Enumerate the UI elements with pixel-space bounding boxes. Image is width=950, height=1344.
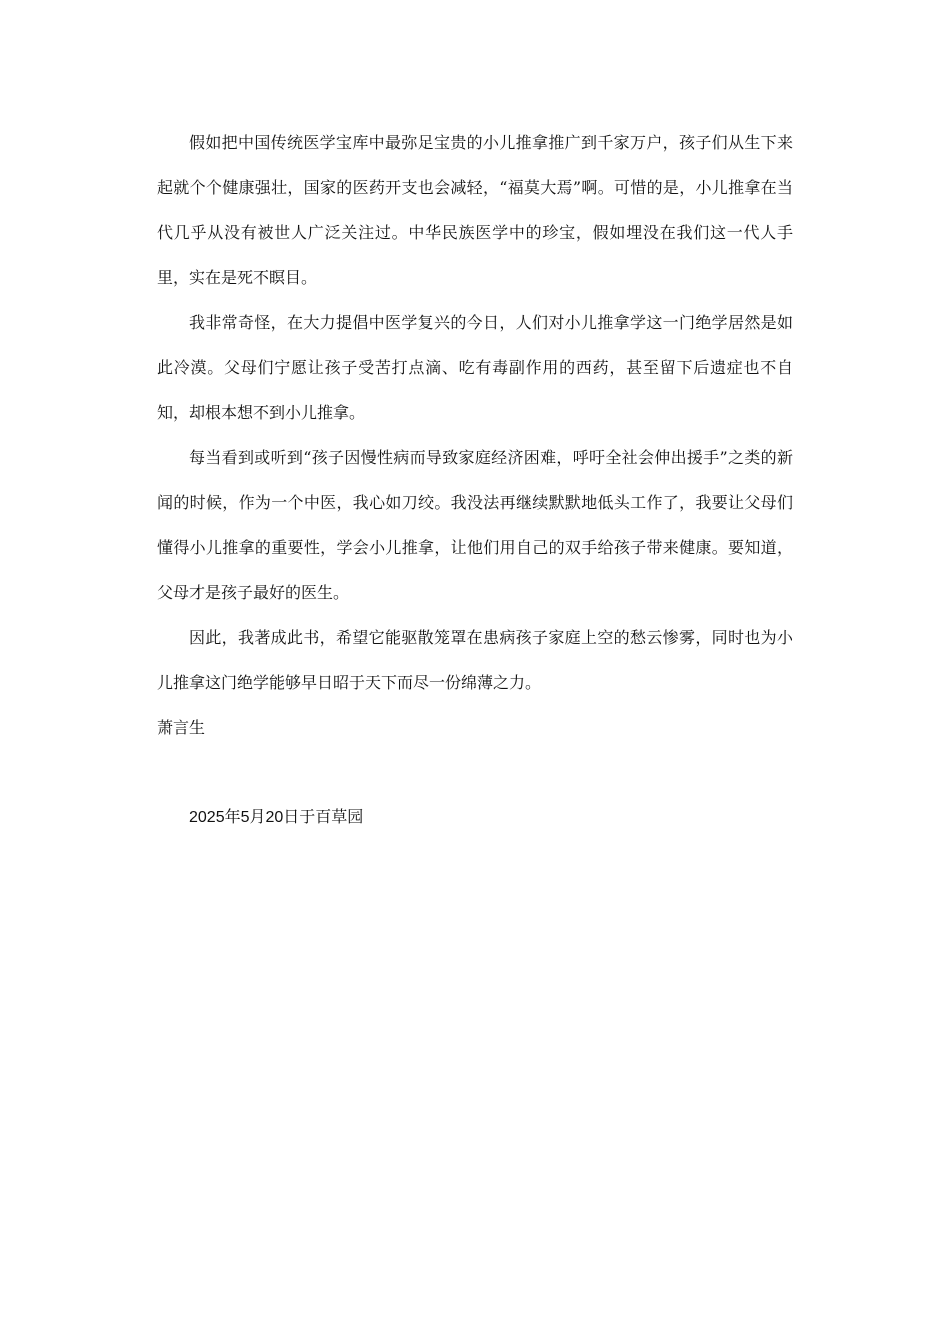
paragraph-1: 假如把中国传统医学宝库中最弥足宝贵的小儿推拿推广到千家万户，孩子们从生下来起就个个健康强壮，国家的医药开支也会减轻，“福莫大焉”啊。可惜的是，小儿推拿在当代几乎从没有被世人广泛关注过。中华民族医学中的珍宝，假如埋没在我们这一代人手里，实在是死不瞑目。 <box>157 133 793 287</box>
paragraph-3: 每当看到或听到“孩子因慢性病而导致家庭经济困难，呼吁全社会伸出援手”之类的新闻的时候，作为一个中医，我心如刀绞。我没法再继续默默地低头工作了，我要让父母们懂得小儿推拿的重要性，学会小儿推拿，让他们用自己的双手给孩子带来健康。要知道，父母才是孩子最好的医生。 <box>157 448 793 602</box>
paragraph-2: 我非常奇怪，在大力提倡中医学复兴的今日，人们对小儿推拿学这一门绝学居然是如此冷漠。父母们宁愿让孩子受苦打点滴、吃有毒副作用的西药，甚至留下后遗症也不自知，却根本想不到小儿推拿。 <box>157 313 793 422</box>
date-location-line: 2025年5月20日于百草园 <box>189 809 364 826</box>
paragraph-4: 因此，我著成此书，希望它能驱散笼罩在患病孩子家庭上空的愁云惨雾，同时也为小儿推拿这门绝学能够早日昭于天下而尽一份绵薄之力。 <box>157 628 793 692</box>
document-body <box>157 120 793 840</box>
author-signature: 萧言生 <box>157 718 206 737</box>
